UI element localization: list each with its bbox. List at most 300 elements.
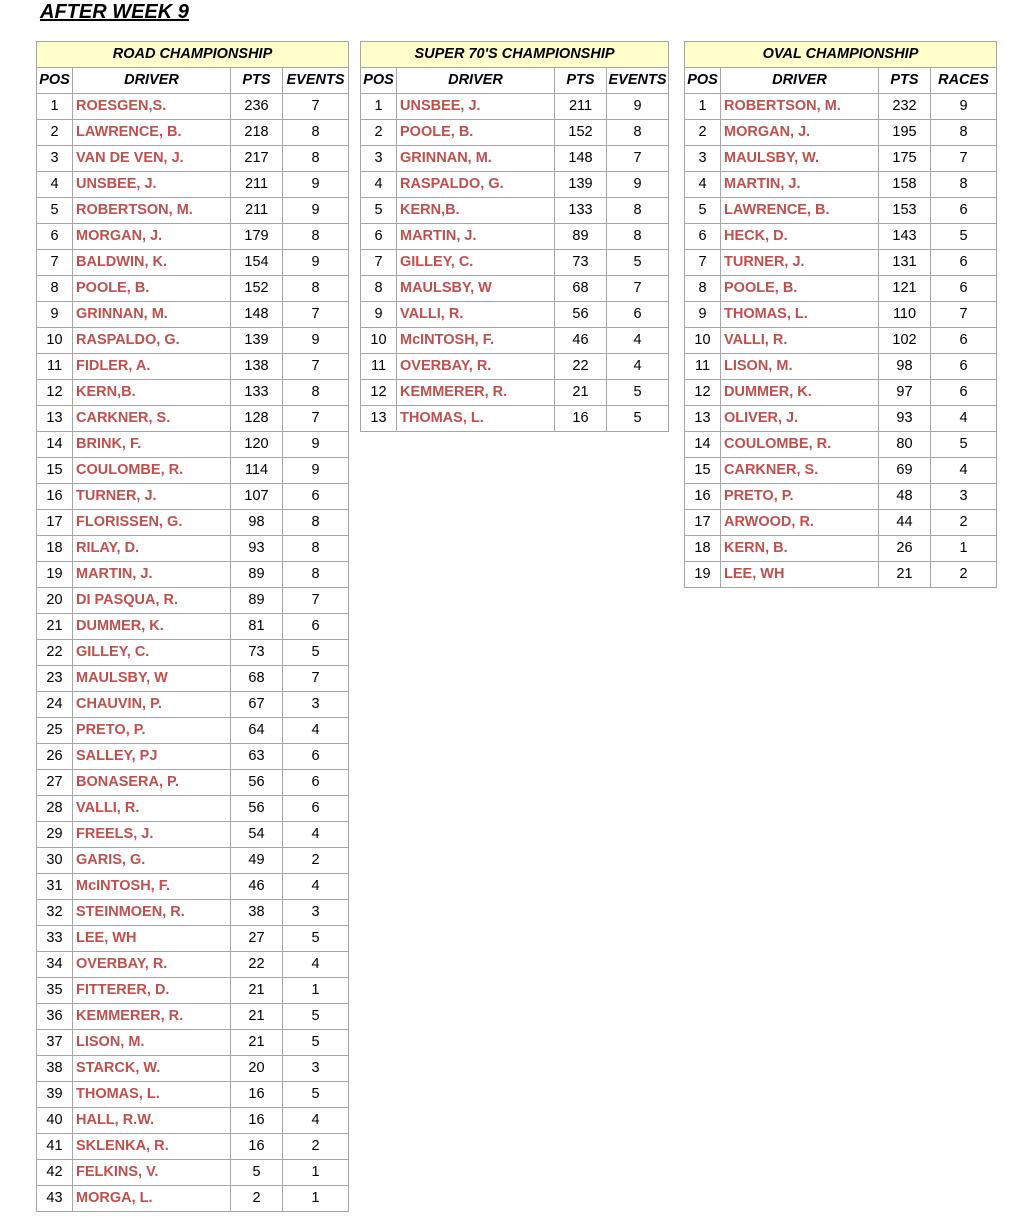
pts-cell: 2 [231, 1186, 283, 1212]
table-row [37, 1160, 349, 1186]
count-cell: 6 [931, 380, 997, 406]
count-cell: 9 [283, 250, 349, 276]
count-cell: 3 [283, 692, 349, 718]
pos-cell: 37 [37, 1030, 73, 1056]
count-cell: 8 [283, 146, 349, 172]
count-cell: 9 [931, 94, 997, 120]
driver-cell: FREELS, J. [73, 822, 231, 848]
driver-cell: MAULSBY, W [397, 276, 555, 302]
pos-cell: 3 [685, 146, 721, 172]
pts-cell: 20 [231, 1056, 283, 1082]
driver-cell: VAN DE VEN, J. [73, 146, 231, 172]
pos-cell: 6 [37, 224, 73, 250]
driver-cell: FELKINS, V. [73, 1160, 231, 1186]
table-row [685, 302, 997, 328]
count-cell: 4 [283, 1108, 349, 1134]
driver-cell: KERN, B. [721, 536, 879, 562]
pts-cell: 89 [555, 224, 607, 250]
driver-cell: KERN,B. [397, 198, 555, 224]
count-cell: 6 [931, 198, 997, 224]
super-70s-championship-table [360, 41, 669, 432]
table-row [37, 94, 349, 120]
pos-cell: 24 [37, 692, 73, 718]
table-title: SUPER 70'S CHAMPIONSHIP [361, 42, 669, 68]
pts-cell: 175 [879, 146, 931, 172]
pts-cell: 16 [231, 1108, 283, 1134]
pos-cell: 3 [361, 146, 397, 172]
pos-cell: 21 [37, 614, 73, 640]
table-row [37, 692, 349, 718]
pts-cell: 211 [231, 198, 283, 224]
count-cell: 7 [931, 146, 997, 172]
column-header-driver: DRIVER [721, 68, 879, 94]
driver-cell: HECK, D. [721, 224, 879, 250]
table-row [361, 172, 669, 198]
table-row [37, 744, 349, 770]
driver-cell: GILLEY, C. [73, 640, 231, 666]
pos-cell: 6 [361, 224, 397, 250]
driver-cell: COULOMBE, R. [73, 458, 231, 484]
pos-cell: 18 [37, 536, 73, 562]
pts-cell: 143 [879, 224, 931, 250]
table-row [361, 198, 669, 224]
driver-cell: OVERBAY, R. [397, 354, 555, 380]
count-cell: 2 [931, 510, 997, 536]
table-body [361, 94, 669, 432]
count-cell: 3 [283, 1056, 349, 1082]
count-cell: 8 [607, 224, 669, 250]
driver-cell: UNSBEE, J. [73, 172, 231, 198]
count-cell: 8 [283, 510, 349, 536]
count-cell: 4 [607, 328, 669, 354]
count-cell: 4 [283, 718, 349, 744]
driver-cell: PRETO, P. [73, 718, 231, 744]
pts-cell: 64 [231, 718, 283, 744]
table-row [685, 354, 997, 380]
driver-cell: UNSBEE, J. [397, 94, 555, 120]
count-cell: 8 [931, 120, 997, 146]
pos-cell: 12 [685, 380, 721, 406]
pos-cell: 8 [361, 276, 397, 302]
count-cell: 8 [283, 536, 349, 562]
count-cell: 4 [931, 458, 997, 484]
pos-cell: 25 [37, 718, 73, 744]
driver-cell: TURNER, J. [73, 484, 231, 510]
pts-cell: 133 [231, 380, 283, 406]
driver-cell: BALDWIN, K. [73, 250, 231, 276]
table-row [37, 848, 349, 874]
pos-cell: 39 [37, 1082, 73, 1108]
pts-cell: 107 [231, 484, 283, 510]
pts-cell: 211 [555, 94, 607, 120]
pts-cell: 56 [231, 796, 283, 822]
pos-cell: 42 [37, 1160, 73, 1186]
count-cell: 5 [607, 250, 669, 276]
pos-cell: 10 [685, 328, 721, 354]
pos-cell: 4 [37, 172, 73, 198]
oval-championship-table [684, 41, 997, 588]
table-row [685, 276, 997, 302]
pos-cell: 7 [685, 250, 721, 276]
count-cell: 6 [283, 484, 349, 510]
table-row [37, 1186, 349, 1212]
count-cell: 8 [607, 120, 669, 146]
pts-cell: 46 [231, 874, 283, 900]
driver-cell: TURNER, J. [721, 250, 879, 276]
table-row [685, 198, 997, 224]
pos-cell: 29 [37, 822, 73, 848]
driver-cell: CARKNER, S. [721, 458, 879, 484]
table-row [685, 484, 997, 510]
pos-cell: 13 [37, 406, 73, 432]
pts-cell: 114 [231, 458, 283, 484]
count-cell: 1 [283, 1186, 349, 1212]
pts-cell: 236 [231, 94, 283, 120]
table-row [685, 146, 997, 172]
table-row [361, 406, 669, 432]
count-cell: 9 [283, 328, 349, 354]
table-row [37, 640, 349, 666]
driver-cell: BONASERA, P. [73, 770, 231, 796]
pts-cell: 63 [231, 744, 283, 770]
pos-cell: 5 [685, 198, 721, 224]
count-cell: 5 [283, 640, 349, 666]
pos-cell: 18 [685, 536, 721, 562]
pts-cell: 16 [231, 1082, 283, 1108]
table-row [37, 380, 349, 406]
driver-cell: FLORISSEN, G. [73, 510, 231, 536]
table-row [685, 536, 997, 562]
pts-cell: 68 [231, 666, 283, 692]
table-row [685, 172, 997, 198]
table-row [37, 250, 349, 276]
pts-cell: 128 [231, 406, 283, 432]
table-row [37, 432, 349, 458]
column-header-pos: POS [37, 68, 73, 94]
table-row [37, 588, 349, 614]
pts-cell: 217 [231, 146, 283, 172]
pts-cell: 21 [231, 978, 283, 1004]
count-cell: 8 [283, 562, 349, 588]
driver-cell: RILAY, D. [73, 536, 231, 562]
column-header-pos: POS [685, 68, 721, 94]
column-header-pts: PTS [555, 68, 607, 94]
count-cell: 6 [931, 354, 997, 380]
pos-cell: 33 [37, 926, 73, 952]
pts-cell: 26 [879, 536, 931, 562]
table-row [37, 926, 349, 952]
table-row [37, 952, 349, 978]
driver-cell: GRINNAN, M. [397, 146, 555, 172]
count-cell: 3 [931, 484, 997, 510]
pos-cell: 43 [37, 1186, 73, 1212]
pts-cell: 211 [231, 172, 283, 198]
pos-cell: 8 [37, 276, 73, 302]
table-title: OVAL CHAMPIONSHIP [685, 42, 997, 68]
driver-cell: MORGAN, J. [73, 224, 231, 250]
count-cell: 7 [283, 354, 349, 380]
pts-cell: 154 [231, 250, 283, 276]
pos-cell: 19 [37, 562, 73, 588]
pos-cell: 40 [37, 1108, 73, 1134]
driver-cell: ROBERTSON, M. [73, 198, 231, 224]
count-cell: 3 [283, 900, 349, 926]
pts-cell: 89 [231, 562, 283, 588]
count-cell: 9 [283, 458, 349, 484]
table-row [37, 666, 349, 692]
driver-cell: ROESGEN,S. [73, 94, 231, 120]
table-row [37, 510, 349, 536]
column-header-driver: DRIVER [397, 68, 555, 94]
pos-cell: 41 [37, 1134, 73, 1160]
pos-cell: 14 [685, 432, 721, 458]
driver-cell: LEE, WH [721, 562, 879, 588]
pts-cell: 54 [231, 822, 283, 848]
pts-cell: 69 [879, 458, 931, 484]
pts-cell: 21 [879, 562, 931, 588]
count-cell: 8 [283, 224, 349, 250]
count-cell: 7 [283, 406, 349, 432]
pos-cell: 9 [37, 302, 73, 328]
table-row [37, 770, 349, 796]
pts-cell: 5 [231, 1160, 283, 1186]
driver-cell: McINTOSH, F. [73, 874, 231, 900]
count-cell: 4 [931, 406, 997, 432]
table-body [37, 94, 349, 1212]
pos-cell: 30 [37, 848, 73, 874]
table-row [37, 822, 349, 848]
table-row [37, 120, 349, 146]
pts-cell: 67 [231, 692, 283, 718]
count-cell: 4 [283, 874, 349, 900]
pts-cell: 48 [879, 484, 931, 510]
driver-cell: KEMMERER, R. [73, 1004, 231, 1030]
driver-cell: RASPALDO, G. [73, 328, 231, 354]
pts-cell: 232 [879, 94, 931, 120]
count-cell: 9 [283, 172, 349, 198]
table-row [685, 510, 997, 536]
pts-cell: 68 [555, 276, 607, 302]
pts-cell: 38 [231, 900, 283, 926]
pos-cell: 20 [37, 588, 73, 614]
driver-cell: LAWRENCE, B. [73, 120, 231, 146]
count-cell: 9 [607, 172, 669, 198]
pos-cell: 26 [37, 744, 73, 770]
driver-cell: ARWOOD, R. [721, 510, 879, 536]
pos-cell: 17 [685, 510, 721, 536]
table-row [685, 328, 997, 354]
count-cell: 7 [283, 302, 349, 328]
pos-cell: 16 [37, 484, 73, 510]
pts-cell: 133 [555, 198, 607, 224]
table-row [37, 614, 349, 640]
driver-cell: KEMMERER, R. [397, 380, 555, 406]
table-row [37, 1108, 349, 1134]
count-cell: 2 [931, 562, 997, 588]
count-cell: 5 [931, 432, 997, 458]
driver-cell: RASPALDO, G. [397, 172, 555, 198]
driver-cell: LEE, WH [73, 926, 231, 952]
table-row [37, 458, 349, 484]
count-cell: 4 [283, 952, 349, 978]
table-row [361, 380, 669, 406]
pos-cell: 7 [361, 250, 397, 276]
pts-cell: 148 [231, 302, 283, 328]
driver-cell: LISON, M. [73, 1030, 231, 1056]
pos-cell: 34 [37, 952, 73, 978]
count-cell: 6 [283, 770, 349, 796]
count-cell: 1 [283, 1160, 349, 1186]
pts-cell: 21 [555, 380, 607, 406]
pos-cell: 31 [37, 874, 73, 900]
count-cell: 5 [607, 406, 669, 432]
driver-cell: THOMAS, L. [721, 302, 879, 328]
column-header-pts: PTS [231, 68, 283, 94]
count-cell: 8 [283, 120, 349, 146]
pts-cell: 80 [879, 432, 931, 458]
driver-cell: OLIVER, J. [721, 406, 879, 432]
count-cell: 7 [607, 146, 669, 172]
count-cell: 9 [607, 94, 669, 120]
table-title: ROAD CHAMPIONSHIP [37, 42, 349, 68]
pos-cell: 11 [37, 354, 73, 380]
count-cell: 2 [283, 1134, 349, 1160]
count-cell: 7 [283, 666, 349, 692]
table-row [685, 120, 997, 146]
count-cell: 5 [283, 1082, 349, 1108]
table-row [37, 536, 349, 562]
table-row [37, 224, 349, 250]
driver-cell: STARCK, W. [73, 1056, 231, 1082]
pts-cell: 73 [555, 250, 607, 276]
driver-cell: OVERBAY, R. [73, 952, 231, 978]
pts-cell: 49 [231, 848, 283, 874]
table-row [37, 562, 349, 588]
pts-cell: 89 [231, 588, 283, 614]
driver-cell: FITTERER, D. [73, 978, 231, 1004]
table-row [685, 432, 997, 458]
table-row [361, 120, 669, 146]
pts-cell: 16 [231, 1134, 283, 1160]
pos-cell: 22 [37, 640, 73, 666]
driver-cell: DUMMER, K. [73, 614, 231, 640]
pts-cell: 110 [879, 302, 931, 328]
driver-cell: DUMMER, K. [721, 380, 879, 406]
count-cell: 7 [931, 302, 997, 328]
pts-cell: 97 [879, 380, 931, 406]
pos-cell: 1 [37, 94, 73, 120]
count-cell: 9 [283, 432, 349, 458]
pos-cell: 3 [37, 146, 73, 172]
driver-cell: MORGAN, J. [721, 120, 879, 146]
pts-cell: 153 [879, 198, 931, 224]
driver-cell: MARTIN, J. [721, 172, 879, 198]
count-cell: 6 [283, 614, 349, 640]
pts-cell: 93 [879, 406, 931, 432]
table-row [37, 406, 349, 432]
driver-cell: LISON, M. [721, 354, 879, 380]
column-header-driver: DRIVER [73, 68, 231, 94]
table-row [685, 562, 997, 588]
table-row [37, 1082, 349, 1108]
pos-cell: 1 [361, 94, 397, 120]
table-row [685, 380, 997, 406]
pts-cell: 93 [231, 536, 283, 562]
driver-cell: THOMAS, L. [73, 1082, 231, 1108]
driver-cell: POOLE, B. [721, 276, 879, 302]
pts-cell: 102 [879, 328, 931, 354]
driver-cell: VALLI, R. [721, 328, 879, 354]
driver-cell: COULOMBE, R. [721, 432, 879, 458]
count-cell: 8 [607, 198, 669, 224]
pos-cell: 32 [37, 900, 73, 926]
pos-cell: 28 [37, 796, 73, 822]
table-row [37, 1134, 349, 1160]
table-row [361, 354, 669, 380]
count-cell: 1 [283, 978, 349, 1004]
pos-cell: 2 [37, 120, 73, 146]
count-cell: 4 [607, 354, 669, 380]
pts-cell: 21 [231, 1030, 283, 1056]
pos-cell: 36 [37, 1004, 73, 1030]
pos-cell: 13 [685, 406, 721, 432]
table-row [37, 172, 349, 198]
driver-cell: ROBERTSON, M. [721, 94, 879, 120]
pos-cell: 11 [685, 354, 721, 380]
table-row [37, 1056, 349, 1082]
driver-cell: GILLEY, C. [397, 250, 555, 276]
pts-cell: 158 [879, 172, 931, 198]
count-cell: 5 [283, 1004, 349, 1030]
pos-cell: 4 [685, 172, 721, 198]
pos-cell: 11 [361, 354, 397, 380]
column-header-races: RACES [931, 68, 997, 94]
driver-cell: HALL, R.W. [73, 1108, 231, 1134]
table-row [37, 354, 349, 380]
driver-cell: VALLI, R. [73, 796, 231, 822]
count-cell: 6 [283, 796, 349, 822]
road-championship-table [36, 41, 349, 1212]
count-cell: 6 [607, 302, 669, 328]
driver-cell: BRINK, F. [73, 432, 231, 458]
driver-cell: VALLI, R. [397, 302, 555, 328]
driver-cell: MORGA, L. [73, 1186, 231, 1212]
pts-cell: 152 [555, 120, 607, 146]
pos-cell: 38 [37, 1056, 73, 1082]
pos-cell: 8 [685, 276, 721, 302]
driver-cell: CARKNER, S. [73, 406, 231, 432]
table-row [37, 978, 349, 1004]
pos-cell: 10 [37, 328, 73, 354]
table-row [361, 146, 669, 172]
table-row [361, 328, 669, 354]
table-row [361, 94, 669, 120]
pts-cell: 81 [231, 614, 283, 640]
pos-cell: 4 [361, 172, 397, 198]
table-row [37, 718, 349, 744]
driver-cell: MARTIN, J. [397, 224, 555, 250]
driver-cell: SALLEY, PJ [73, 744, 231, 770]
driver-cell: McINTOSH, F. [397, 328, 555, 354]
count-cell: 7 [607, 276, 669, 302]
driver-cell: GRINNAN, M. [73, 302, 231, 328]
pts-cell: 44 [879, 510, 931, 536]
table-row [37, 796, 349, 822]
pts-cell: 195 [879, 120, 931, 146]
table-row [685, 94, 997, 120]
table-row [361, 302, 669, 328]
count-cell: 8 [283, 380, 349, 406]
